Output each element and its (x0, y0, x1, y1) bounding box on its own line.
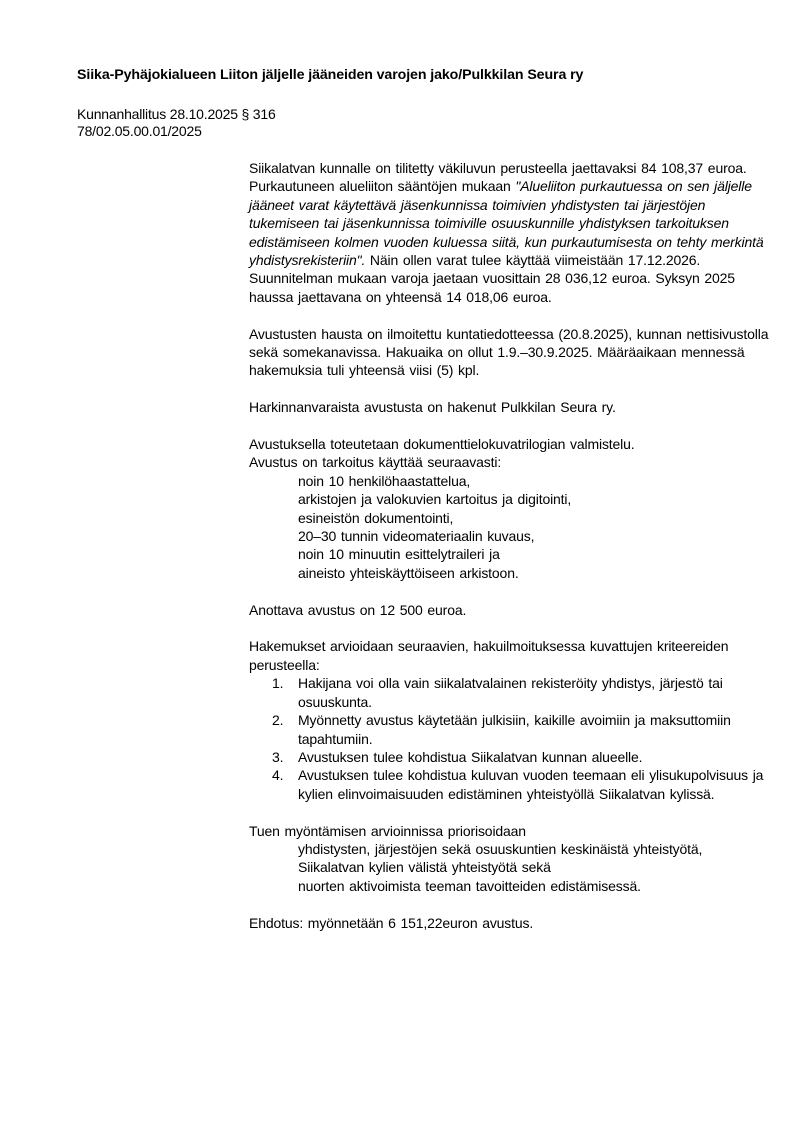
criteria-item (249, 766, 769, 803)
paragraph-priorities (249, 822, 769, 896)
criteria-item (249, 711, 769, 748)
usage-item: noin 10 minuutin esittelytraileri ja (298, 546, 500, 563)
funds-text-end: Näin ollen varat tulee käyttää viimeistään 17.12.2026. Suunnitelman mukaan varoja jaetaan vuosittain 28 036,12 euroa. Syksyn 2025 haussa jaettavana on yhteensä 14 018,06 euroa. (249, 252, 735, 305)
document-title: Siika-Pyhäjokialueen Liiton jäljelle jääneiden varojen jako/Pulkkilan Seura ry (77, 67, 584, 83)
meeting-info (77, 106, 276, 140)
usage-line-1: Avustuksella toteutetaan dokumenttielokuvatrilogian valmistelu. (249, 436, 635, 453)
paragraph-funds (249, 159, 769, 306)
paragraph-usage (249, 435, 769, 582)
criteria-list (249, 674, 769, 803)
rules-quote: "Alueliiton purkautuessa on sen jäljelle jääneet varat käytettävä jäsenkunnissa toimivien yhdistysten tai järjestöjen tukemiseen tai jäsenkunnissa toimiville osuuskunnille yhdistyksen tarkoituksen edistämiseen kolmen vuoden kuluessa siitä, kun purkautumisesta on tehty merkintä yhdistysrekisteriin". (249, 178, 764, 269)
usage-item: aineisto yhteiskäyttöiseen arkistoon. (298, 564, 519, 581)
criteria-number: 4. (272, 767, 284, 784)
priorities-intro: Tuen myöntämisen arvioinnissa priorisoidaan (249, 822, 526, 839)
paragraph-requested-amount: Anottava avustus on 12 500 euroa. (249, 601, 467, 618)
criteria-intro: Hakemukset arvioidaan seuraavien, hakuilmoituksessa kuvattujen kriteereiden perusteella: (249, 638, 729, 673)
record-number: 78/02.05.00.01/2025 (77, 123, 202, 139)
criteria-item (249, 674, 769, 711)
criteria-item (249, 748, 769, 766)
paragraph-application: Avustusten hausta on ilmoitettu kuntatiedotteessa (20.8.2025), kunnan nettisivustolla sekä somekanavissa. Hakuaika on ollut 1.9.–30.9.2025. Määräaikaan mennessä hakemuksia tuli yhteensä viisi (5) kpl. (249, 325, 769, 379)
document-body (249, 159, 769, 932)
criteria-text: Myönnetty avustus käytetään julkisiin, kaikille avoimiin ja maksuttomiin tapahtumiin. (298, 712, 731, 747)
criteria-number: 2. (272, 712, 284, 729)
criteria-text: Avustuksen tulee kohdistua kuluvan vuoden teemaan eli ylisukupolvisuus ja kylien elinvoimaisuuden edistäminen yhteistyöllä Siikalatvan kylissä. (298, 767, 764, 802)
usage-item: arkistojen ja valokuvien kartoitus ja digitointi, (298, 491, 572, 508)
meeting-line: Kunnanhallitus 28.10.2025 § 316 (77, 106, 276, 122)
criteria-text: Hakijana voi olla vain siikalatvalainen rekisteröity yhdistys, järjestö tai osuuskunta. (298, 675, 723, 710)
priority-item: Siikalatvan kylien välistä yhteistyötä sekä (298, 859, 551, 876)
criteria-number: 3. (272, 748, 284, 765)
criteria-text: Avustuksen tulee kohdistua Siikalatvan kunnan alueelle. (298, 748, 643, 765)
funds-text-start: Siikalatvan kunnalle on tilitetty väkiluvun perusteella jaettavaksi 84 108,37 euroa. Purkautuneen alueliiton sääntöjen mukaan (249, 160, 747, 195)
priority-item: nuorten aktivoimista teeman tavoitteiden edistämisessä. (298, 877, 641, 894)
paragraph-criteria (249, 637, 769, 803)
usage-item: esineistön dokumentointi, (298, 509, 454, 526)
proposal: Ehdotus: myönnetään 6 151,22euron avustus. (249, 914, 534, 931)
usage-item: noin 10 henkilöhaastattelua, (298, 472, 471, 489)
usage-line-2: Avustus on tarkoitus käyttää seuraavasti: (249, 454, 502, 471)
paragraph-applicant: Harkinnanvaraista avustusta on hakenut Pulkkilan Seura ry. (249, 399, 616, 416)
criteria-number: 1. (272, 675, 284, 692)
priority-item: yhdistysten, järjestöjen sekä osuuskuntien keskinäistä yhteistyötä, (298, 840, 703, 857)
usage-item: 20–30 tunnin videomateriaalin kuvaus, (298, 528, 535, 545)
